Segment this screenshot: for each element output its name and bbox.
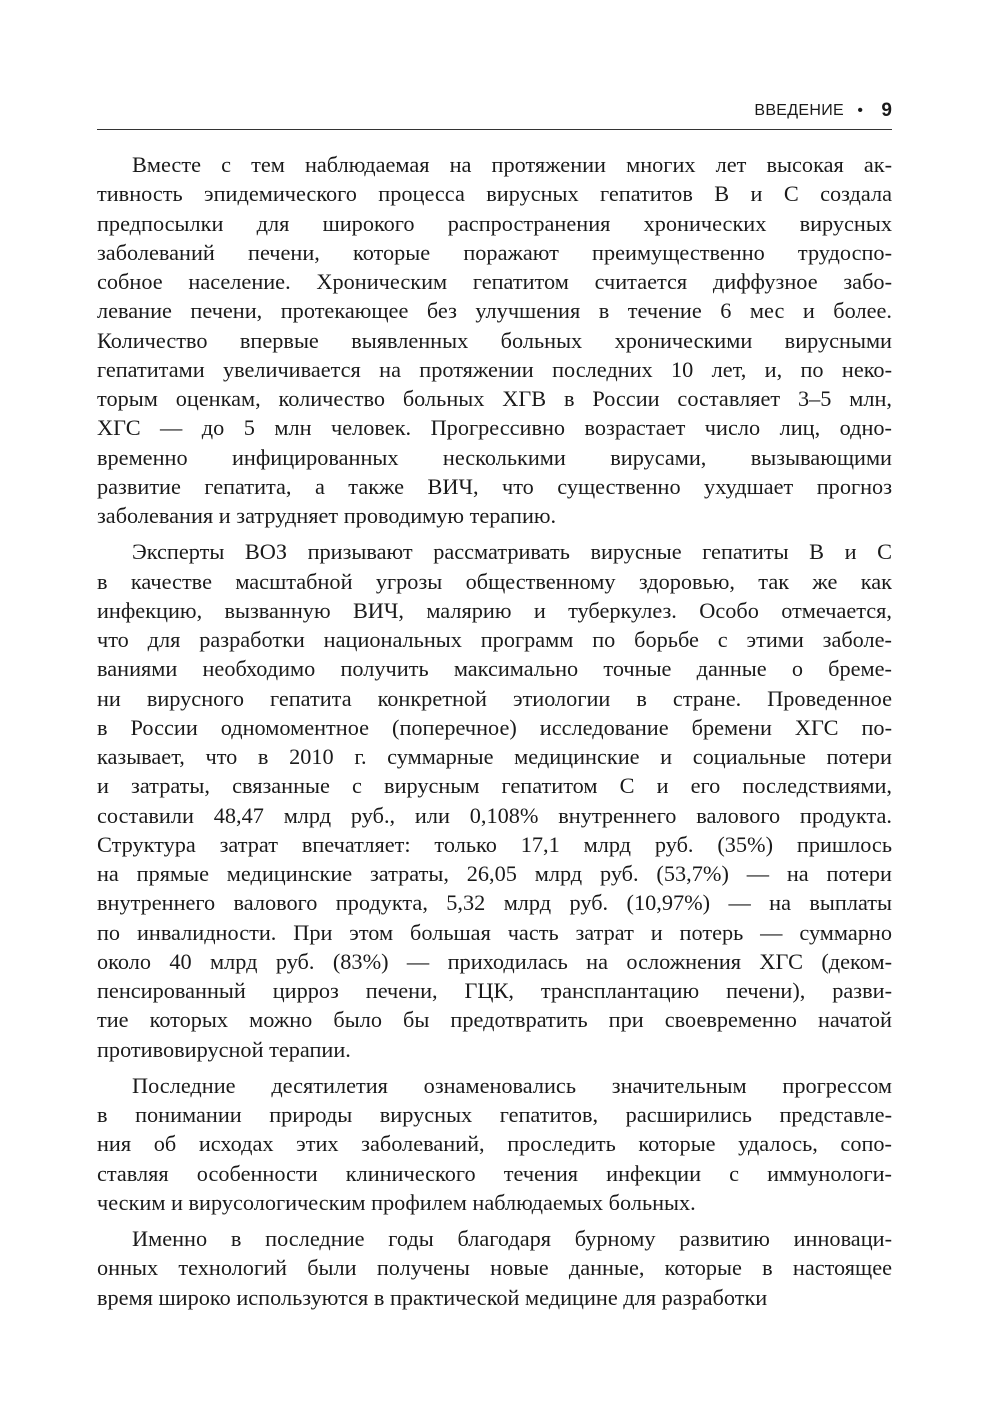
text-line: по инвалидности. При этом большая часть затрат и потерь — суммарно xyxy=(97,919,892,945)
text-line: в России одномоментное (поперечное) исследование бремени ХГС по- xyxy=(97,714,892,740)
text-line: пенсированный цирроз печени, ГЦК, трансплантацию печени), разви- xyxy=(97,978,892,1003)
text-line: на прямые медицинские затраты, 26,05 млрд руб. (53,7%) — на потери xyxy=(97,861,892,886)
page-number: 9 xyxy=(881,100,892,121)
text-line: внутреннего валового продукта, 5,32 млрд руб. (10,97%) — на выплаты xyxy=(97,890,892,916)
text-line: противовирусной терапии. xyxy=(97,1036,351,1062)
text-line: Эксперты ВОЗ призывают рассматривать вирусные гепатиты В и С xyxy=(132,539,892,565)
text-line: гепатитами увеличивается на протяжении последних 10 лет, и, по неко- xyxy=(97,356,892,382)
text-line: ния об исходах этих заболеваний, проследить которые удалось, сопо- xyxy=(97,1131,892,1157)
body-text xyxy=(97,150,892,1319)
header-rule xyxy=(97,129,892,130)
text-line: ваниями необходимо получить максимально точные данные о бреме- xyxy=(97,656,892,682)
paragraph xyxy=(97,537,892,1064)
text-line: в понимании природы вирусных гепатитов, расширились представле- xyxy=(97,1102,892,1127)
paragraph xyxy=(97,1224,892,1312)
text-line: временно инфицированных несколькими вирусами, вызывающими xyxy=(97,444,892,470)
text-line: тивность эпидемического процесса вирусных гепатитов В и С создала xyxy=(97,181,892,207)
section-title: ВВЕДЕНИЕ xyxy=(754,102,844,119)
text-line: ХГС — до 5 млн человек. Прогрессивно возрастает число лиц, одно- xyxy=(97,415,892,441)
paragraph xyxy=(97,150,892,530)
text-line: и затраты, связанные с вирусным гепатитом С и его последствиями, xyxy=(97,773,892,799)
text-line: время широко используются в практической медицине для разработки xyxy=(97,1284,768,1310)
text-line: собное население. Хроническим гепатитом считается диффузное забо- xyxy=(97,269,892,294)
paragraph xyxy=(97,1071,892,1217)
text-line: Вместе с тем наблюдаемая на протяжении многих лет высокая ак- xyxy=(132,152,892,177)
text-line: ни вирусного гепатита конкретной этиологии в стране. Проведенное xyxy=(97,685,892,711)
text-line: в качестве масштабной угрозы общественному здоровью, так же как xyxy=(97,568,892,594)
text-line: Именно в последние годы благодаря бурному развитию инноваци- xyxy=(132,1226,892,1251)
text-line: левание печени, протекающее без улучшения в течение 6 мес и более. xyxy=(97,298,892,324)
text-line: ставляя особенности клинического течения инфекции с иммунологи- xyxy=(97,1160,892,1186)
text-line: казывает, что в 2010 г. суммарные медицинские и социальные потери xyxy=(97,744,892,769)
text-line: заболевания и затрудняет проводимую терапию. xyxy=(97,503,557,528)
text-line: Количество впервые выявленных больных хроническими вирусными xyxy=(97,327,892,353)
text-line: ческим и вирусологическим профилем наблюдаемых больных. xyxy=(97,1189,696,1215)
text-line: около 40 млрд руб. (83%) — приходилась на осложнения ХГС (деком- xyxy=(97,948,892,974)
text-line: Последние десятилетия ознаменовались значительным прогрессом xyxy=(132,1072,892,1098)
text-line: онных технологий были получены новые данные, которые в настоящее xyxy=(97,1255,892,1281)
bullet-separator: • xyxy=(857,102,863,119)
text-line: Структура затрат впечатляет: только 17,1 млрд руб. (35%) пришлось xyxy=(97,831,892,857)
text-line: заболеваний печени, которые поражают преимущественно трудоспо- xyxy=(97,239,892,265)
text-line: развитие гепатита, а также ВИЧ, что существенно ухудшает прогноз xyxy=(97,473,892,499)
text-line: тие которых можно было бы предотвратить при своевременно начатой xyxy=(97,1007,892,1033)
text-line: что для разработки национальных программ по борьбе с этими заболе- xyxy=(97,627,892,652)
text-line: торым оценкам, количество больных ХГВ в России составляет 3–5 млн, xyxy=(97,386,892,411)
text-line: инфекцию, вызванную ВИЧ, малярию и туберкулез. Особо отмечается, xyxy=(97,597,892,623)
running-header xyxy=(97,100,892,132)
text-line: составили 48,47 млрд руб., или 0,108% внутреннего валового продукта. xyxy=(97,802,892,828)
text-line: предпосылки для широкого распространения хронических вирусных xyxy=(97,210,892,236)
